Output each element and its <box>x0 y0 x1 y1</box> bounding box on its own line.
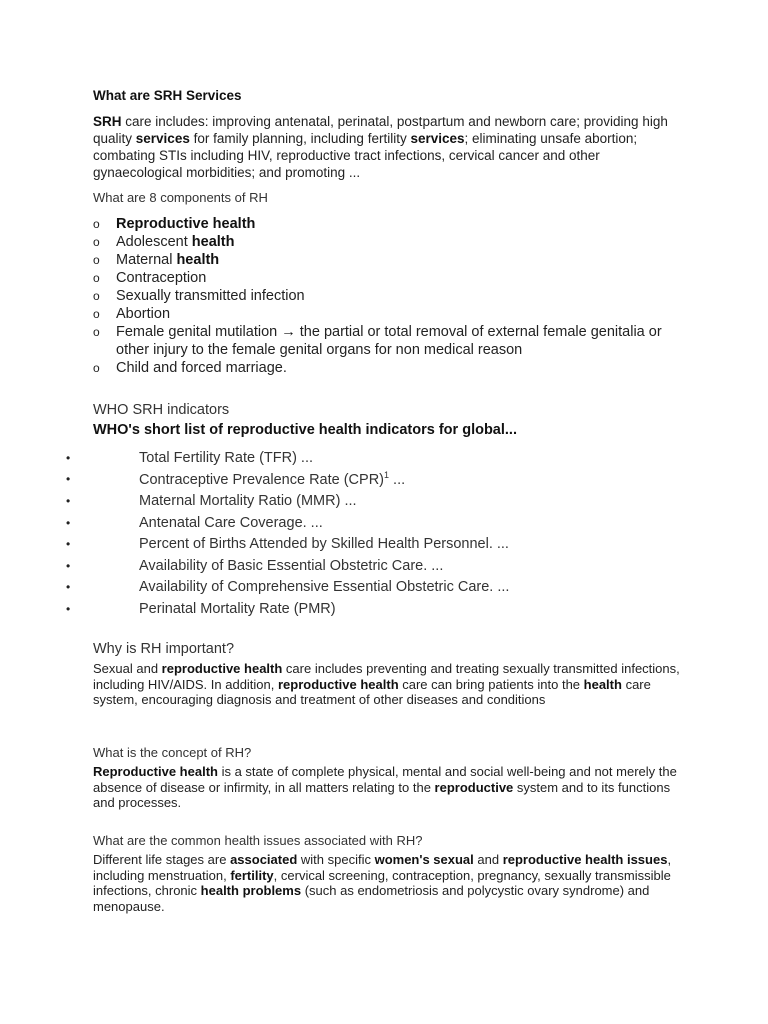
srh-text-2: for family planning, including fertility <box>189 131 411 146</box>
list-marker: o <box>93 217 100 231</box>
concept-bold-1: Reproductive health <box>93 764 218 779</box>
indicator-item <box>66 512 686 534</box>
issues-question: What are the common health issues associated with RH? <box>93 833 423 848</box>
bullet-icon: • <box>66 558 71 573</box>
why-question: Why is RH important? <box>93 641 235 657</box>
issues-bold-4: fertility <box>230 867 274 883</box>
why-text-2: care includes preventing and treating sexually transmitted infections, including HIV/AIDS. In addition, <box>93 661 680 692</box>
bullet-icon: • <box>66 472 71 487</box>
indicator-item <box>66 577 686 599</box>
srh-heading: What are SRH Services <box>93 88 242 103</box>
component-text <box>116 251 693 269</box>
issues-bold-1: associated <box>230 852 298 867</box>
why-bold-1: reproductive health <box>161 661 283 676</box>
component-plain: Abortion <box>116 306 171 322</box>
issues-text-6: (such as endometriosis and polycystic ovary syndrome) and menopause. <box>93 883 650 914</box>
indicator-tail: ... <box>389 472 406 489</box>
component-bold: Reproductive health <box>116 216 256 232</box>
indicator-text <box>139 558 686 574</box>
issues-bold-2: women's sexual <box>374 852 474 867</box>
bullet-icon: • <box>66 450 71 465</box>
list-marker: o <box>93 307 100 321</box>
bullet-icon: • <box>66 537 71 552</box>
indicators-title: WHO SRH indicators <box>93 402 230 418</box>
indicator-label: Total Fertility Rate (TFR) ... <box>139 449 314 466</box>
component-plain: Sexually transmitted infection <box>116 288 305 304</box>
concept-paragraph <box>93 764 683 811</box>
components-question: What are 8 components of RH <box>93 190 268 205</box>
indicator-label: Availability of Basic Essential Obstetric Care. ... <box>139 557 444 574</box>
why-bold-3: health <box>583 676 622 692</box>
component-item <box>93 359 693 377</box>
indicator-item <box>66 490 686 512</box>
footnote-marker: 1 <box>384 470 390 481</box>
indicator-text <box>139 601 686 617</box>
component-text <box>116 359 693 377</box>
indicator-item <box>66 533 686 555</box>
list-marker: o <box>93 361 100 375</box>
indicator-text <box>139 450 686 466</box>
indicator-label: Percent of Births Attended by Skilled Health Personnel. ... <box>139 536 509 553</box>
concept-question: What is the concept of RH? <box>93 745 252 760</box>
why-text-4: care system, encouraging diagnosis and treatment of other diseases and conditions <box>93 676 651 707</box>
indicator-text <box>139 536 686 552</box>
component-item <box>93 305 693 323</box>
list-marker: o <box>93 325 100 339</box>
why-text-1: Sexual and <box>93 661 162 676</box>
indicator-item <box>66 555 686 577</box>
component-item <box>93 287 693 305</box>
issues-text-5: , cervical screening, contraception, pregnancy, sexually transmissible infections, chronic <box>93 867 671 898</box>
component-text <box>116 305 693 323</box>
issues-paragraph <box>93 852 683 914</box>
issues-bold-3: reproductive health issues <box>502 852 668 867</box>
component-text <box>116 269 693 287</box>
bullet-icon: • <box>66 580 71 595</box>
issues-text-4: , including menstruation, <box>93 852 672 883</box>
list-marker: o <box>93 235 100 249</box>
component-plain: Maternal <box>116 252 177 268</box>
srh-bold-1: services <box>135 131 190 146</box>
components-list <box>93 215 693 377</box>
indicator-label: Perinatal Mortality Rate (PMR) <box>139 600 336 617</box>
component-plain: Female genital mutilation <box>116 324 282 340</box>
component-item <box>93 215 693 233</box>
component-item <box>93 323 693 359</box>
component-text <box>116 233 693 251</box>
srh-lead: SRH <box>93 114 122 129</box>
indicator-item <box>66 447 686 469</box>
component-bold: health <box>191 234 235 250</box>
list-marker: o <box>93 253 100 267</box>
indicators-subtitle: WHO's short list of reproductive health indicators for global... <box>93 422 517 438</box>
issues-bold-5: health problems <box>200 883 302 898</box>
component-rest: the partial or total removal of external female genitalia or other injury to the female genital organs for non medical reason <box>116 324 662 358</box>
bullet-icon: • <box>66 601 71 616</box>
component-text <box>116 323 693 359</box>
srh-text-3: ; eliminating unsafe abortion; combating STIs including HIV, reproductive tract infections, cervical cancer and other gynaecological morbidities; and promoting ... <box>93 131 638 180</box>
list-marker: o <box>93 289 100 303</box>
why-paragraph <box>93 661 683 708</box>
component-item <box>93 251 693 269</box>
component-bold: health <box>176 252 220 268</box>
component-item <box>93 233 693 251</box>
component-text <box>116 215 693 233</box>
indicator-text <box>139 493 686 509</box>
indicator-text <box>139 515 686 531</box>
indicator-item <box>66 598 686 620</box>
list-marker: o <box>93 271 100 285</box>
indicator-text <box>139 470 686 488</box>
srh-bold-2: services <box>410 131 465 146</box>
why-text-3: care can bring patients into the <box>398 676 584 692</box>
indicators-list <box>66 447 686 620</box>
srh-text-1: care includes: improving antenatal, perinatal, postpartum and newborn care; providing high quality <box>93 114 668 146</box>
concept-bold-2: reproductive <box>434 779 514 795</box>
indicator-label: Contraceptive Prevalence Rate (CPR) <box>139 472 384 489</box>
component-plain: Adolescent <box>116 234 192 250</box>
indicator-item <box>66 469 686 491</box>
srh-paragraph <box>93 113 683 181</box>
issues-text-1: Different life stages are <box>93 852 231 867</box>
why-bold-2: reproductive health <box>278 676 399 692</box>
issues-text-3: and <box>473 852 503 867</box>
component-plain: Contraception <box>116 270 207 286</box>
issues-text-2: with specific <box>297 852 375 867</box>
indicator-text <box>139 579 686 595</box>
bullet-icon: • <box>66 515 71 530</box>
component-plain: Child and forced marriage. <box>116 360 287 376</box>
component-item <box>93 269 693 287</box>
concept-text-2: system and to its functions and processes. <box>93 779 671 810</box>
indicator-label: Availability of Comprehensive Essential Obstetric Care. ... <box>139 579 510 596</box>
component-bold: → <box>281 324 296 340</box>
indicator-label: Maternal Mortality Ratio (MMR) ... <box>139 492 357 509</box>
indicator-label: Antenatal Care Coverage. ... <box>139 514 323 531</box>
bullet-icon: • <box>66 493 71 508</box>
component-text <box>116 287 693 305</box>
concept-text-1: is a state of complete physical, mental and social well-being and not merely the absence of disease or infirmity, in all matters relating to the <box>93 764 677 795</box>
